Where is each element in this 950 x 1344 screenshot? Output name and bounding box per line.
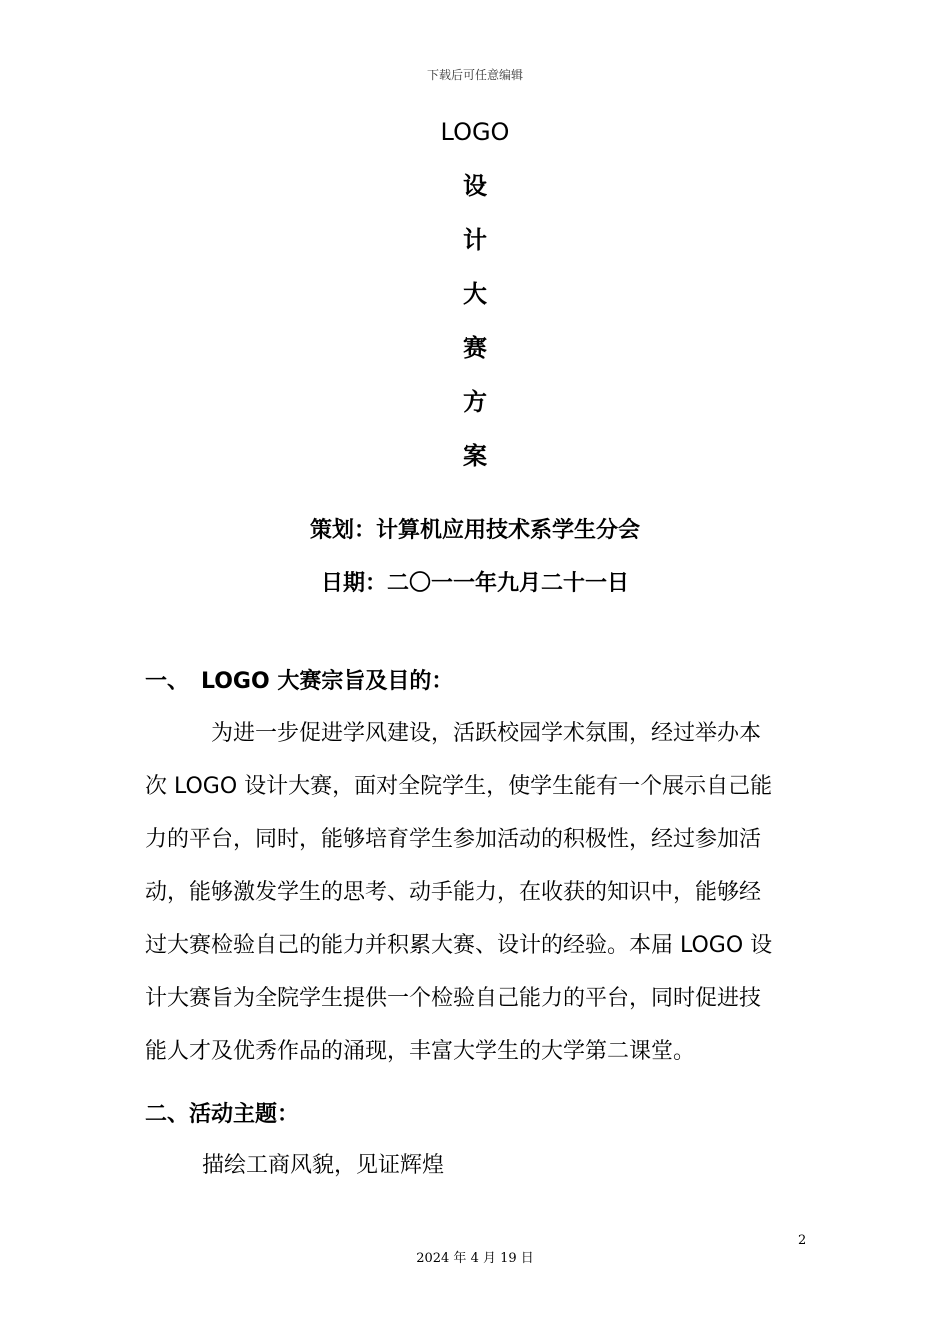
section-2-heading: 二、活动主题： [145, 1102, 300, 1127]
section-1-number: 一、 [145, 669, 190, 694]
planner-line: 策划：计算机应用技术系学生分会 [309, 518, 640, 543]
body-line: 能人才及优秀作品的涌现，丰富大学生的大学第二课堂。 [145, 1039, 696, 1064]
page-number: 2 [798, 1233, 807, 1248]
title-logo: LOGO [440, 118, 510, 146]
body-line: 力的平台，同时，能够培育学生参加活动的积极性，经过参加活 [145, 827, 762, 852]
title-char: 大 [463, 280, 487, 308]
body-line: 过大赛检验自己的能力并积累大赛、设计的经验。本届 LOGO 设 [145, 933, 773, 958]
activity-theme: 描绘工商风貌，见证辉煌 [202, 1153, 445, 1178]
title-char: 案 [463, 442, 487, 470]
body-line: 动，能够激发学生的思考、动手能力，在收获的知识中，能够经 [145, 880, 762, 905]
body-line: 计大赛旨为全院学生提供一个检验自己能力的平台，同时促进技 [145, 986, 762, 1011]
header-note: 下载后可任意编辑 [426, 68, 523, 82]
section-1-body [145, 716, 810, 1087]
footer-date: 2024 年 4 月 19 日 [416, 1251, 534, 1266]
title-char: 计 [463, 226, 487, 254]
body-line: 为进一步促进学风建设，活跃校园学术氛围，经过举办本 [211, 721, 762, 746]
title-char: 设 [463, 172, 487, 200]
body-line: 次 LOGO 设计大赛，面对全院学生，使学生能有一个展示自己能 [145, 774, 773, 799]
section-1-heading [145, 664, 453, 695]
section-1-title: LOGO 大赛宗旨及目的： [201, 669, 454, 694]
date-line: 日期：二〇一一年九月二十一日 [320, 571, 629, 596]
document-title [0, 114, 950, 492]
title-char: 方 [463, 388, 487, 416]
title-char: 赛 [463, 334, 487, 362]
